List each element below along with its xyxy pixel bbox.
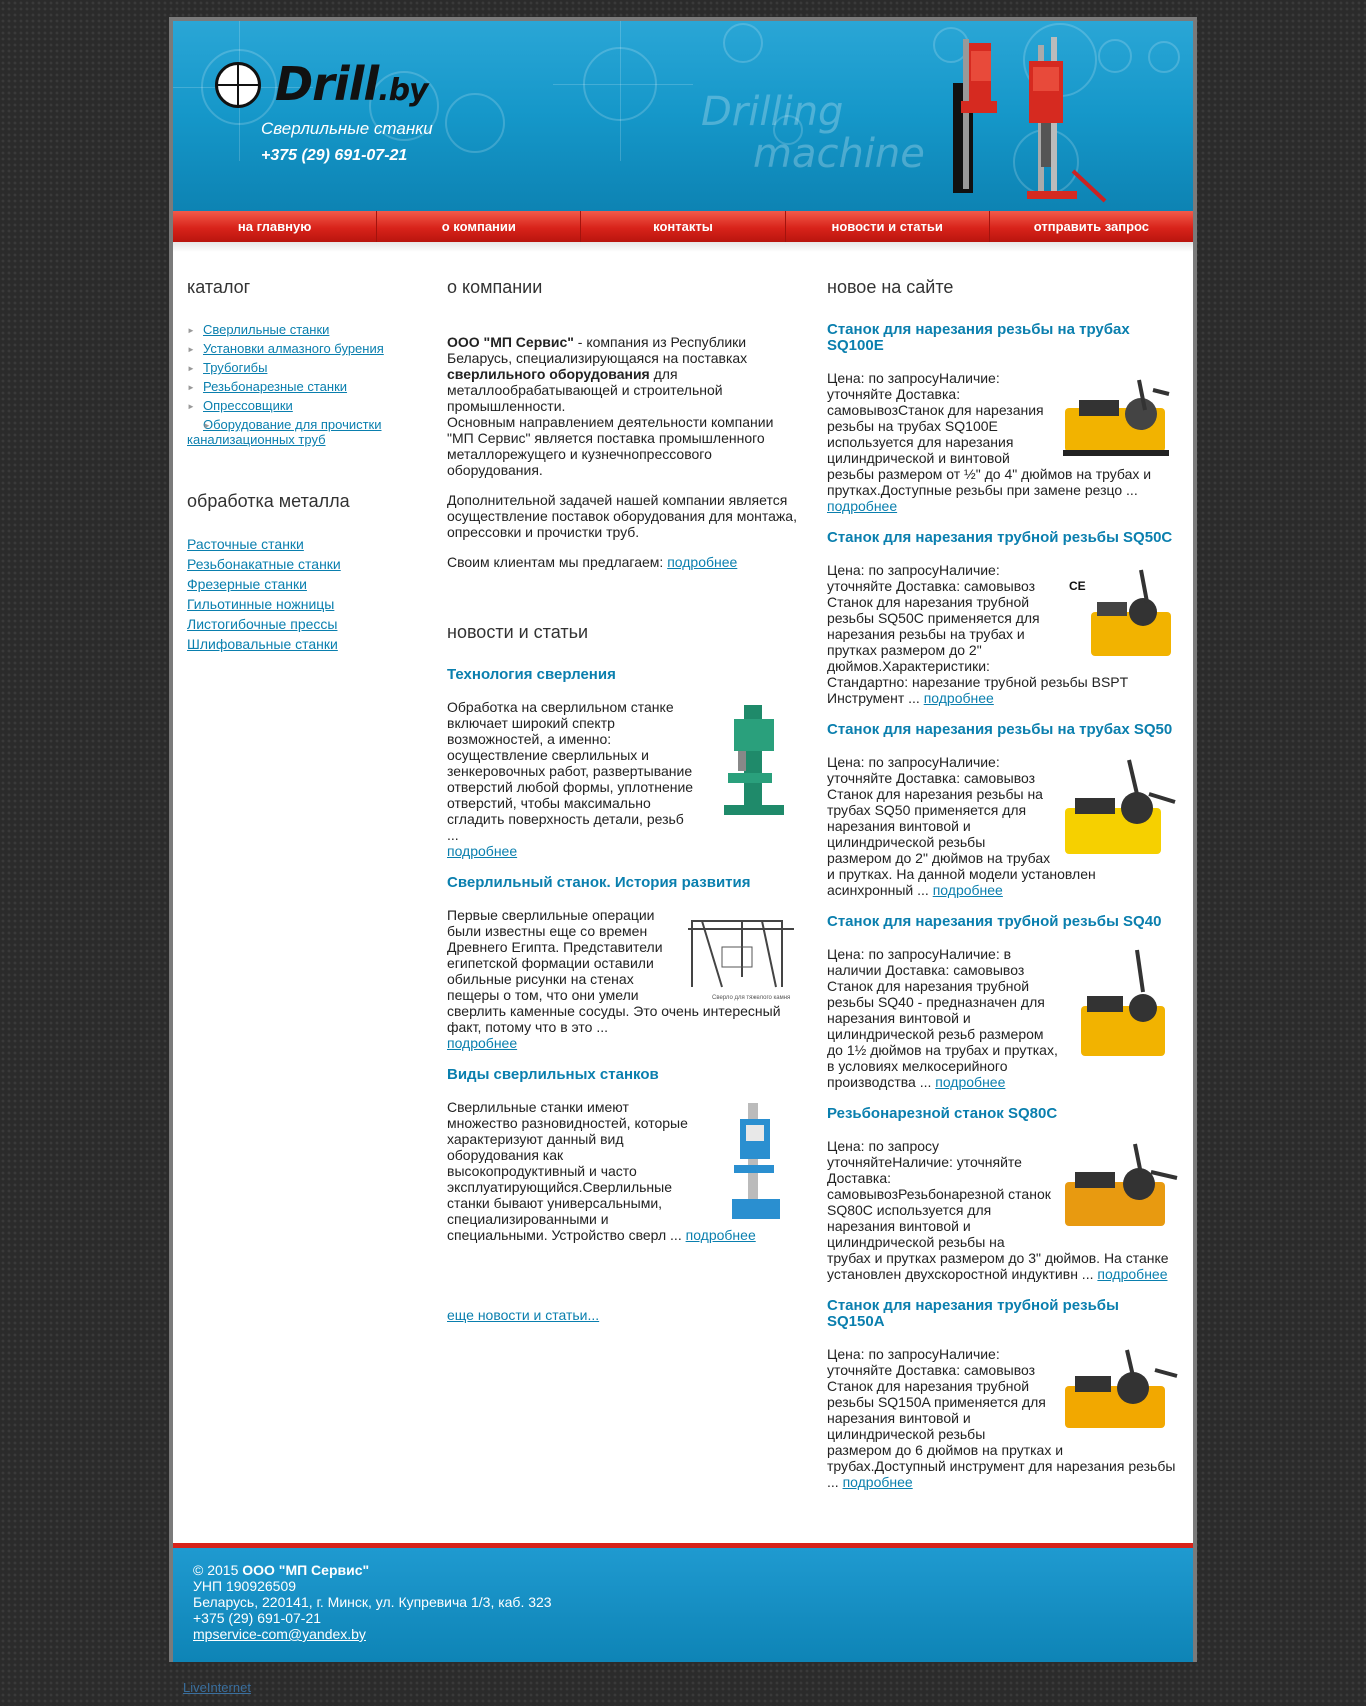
footer-unp: УНП 190926509 [193, 1578, 297, 1594]
metal-list [187, 536, 422, 652]
site-logo[interactable]: Drill.by [275, 57, 428, 111]
product-title[interactable]: Станок для нарезания трубной резьбы SQ40 [827, 914, 1162, 930]
product-more-link[interactable]: подробнее [842, 1474, 913, 1490]
nav-news[interactable]: новости и статьи [786, 211, 990, 242]
list-item [187, 341, 422, 356]
metal-link[interactable]: Гильотинные ножницы [187, 596, 335, 612]
liveinternet-counter[interactable]: LiveInternet [183, 1680, 251, 1695]
catalog-list [187, 322, 422, 447]
nav-home[interactable]: на главную [173, 211, 377, 242]
news-item: Сверлильный станок. История развития Сверло для тяжелого камня Первые сверлильные операции были известны еще со времен Древнего Египта. Представители египетской формации оставили обильные рисунки на стенах пещеры о том, что они умели сверлить каменные сосуды. Это очень интересный факт, потому что в это ... подробнее [447, 875, 800, 1051]
catalog-link[interactable]: Сверлильные станки [203, 322, 330, 337]
column-drill-image [704, 1099, 800, 1223]
nav-about[interactable]: о компании [377, 211, 581, 242]
list-item [187, 636, 422, 652]
news-more-link[interactable]: подробнее [447, 1035, 518, 1051]
product-more-link[interactable]: подробнее [1097, 1266, 1168, 1282]
svg-text:Сверло для тяжелого камня: Сверло для тяжелого камня [712, 995, 791, 1001]
news-item-title[interactable]: Виды сверлильных станков [447, 1067, 659, 1083]
product-more-link[interactable]: подробнее [827, 498, 898, 514]
list-item [187, 398, 422, 413]
svg-text:CE: CE [1069, 579, 1086, 593]
news-title: новости и статьи [447, 622, 589, 642]
metal-link[interactable]: Шлифовальные станки [187, 636, 338, 652]
list-item [187, 556, 422, 572]
product-item: Станок для нарезания резьбы на трубах SQ50 Цена: по запросуНаличие: уточняйте Доставка: самовывоз Станок для нарезания резьбы на трубах SQ50 применяется для нарезания винтовой и цилиндрической резьбы размером до 2" дюймов на трубах и прутках. На данной модели установлен асинхронный ... подробнее [827, 722, 1179, 898]
product-title[interactable]: Станок для нарезания трубной резьбы SQ50C [827, 530, 1173, 546]
logo-crosshair-icon[interactable] [215, 62, 261, 108]
product-more-link[interactable]: подробнее [923, 690, 994, 706]
watermark-text: Drilling [701, 89, 844, 135]
product-item: Станок для нарезания трубной резьбы SQ50C CE Цена: по запросуНаличие: уточняйте Доставка: самовывоз Станок для нарезания трубной резьбы SQ50C применяется для нарезания резьбы на трубах и прутках размером до 2" дюймов.Характеристики: Стандартно: нарезание трубной резьбы BSPT Инструмент ... подробнее [827, 530, 1179, 706]
news-more-link[interactable]: подробнее [685, 1227, 756, 1243]
news-more-link[interactable]: подробнее [447, 843, 518, 859]
site-footer [173, 1543, 1193, 1662]
about-text: ООО "МП Сервис" - компания из Республики Беларусь, специализирующаяся на поставках сверлильного оборудования для металлообрабатывающей и строительной промышленности. Основным направлением деятельности компании "МП Сервис" является поставка промышленного металлорежущего и кузнечнопрессового оборудования. Дополнительной задачей нашей компании является осуществление поставок оборудования для монтажа, опрессовки и прочистки труб. Своим клиентам мы предлагаем: подробнее [447, 334, 797, 570]
news-item-title[interactable]: Технология сверления [447, 667, 616, 683]
footer-address: Беларусь, 220141, г. Минск, ул. Купревича 1/3, каб. 323 [193, 1594, 552, 1610]
product-title[interactable]: Резьбонарезной станок SQ80C [827, 1106, 1058, 1122]
page-container [169, 17, 1197, 1662]
ancient-drill-sketch-image [682, 907, 800, 1003]
watermark-text: machine [753, 131, 925, 177]
product-more-link[interactable]: подробнее [932, 882, 1003, 898]
about-more-link[interactable]: подробнее [667, 554, 738, 570]
right-column [827, 277, 1179, 1506]
product-title[interactable]: Станок для нарезания резьбы на трубах SQ50 [827, 722, 1173, 738]
news-item-title[interactable]: Сверлильный станок. История развития [447, 875, 751, 891]
footer-phone: +375 (29) 691-07-21 [193, 1610, 322, 1626]
list-item [187, 536, 422, 552]
decor-ring [723, 23, 763, 63]
pipe-threader-image [1059, 1138, 1179, 1238]
pipe-threader-image [1059, 1346, 1179, 1438]
catalog-link[interactable]: Установки алмазного бурения [203, 341, 384, 356]
news-item: Технология сверления Обработка на сверлильном станке включает широкий спектр возможностей, а именно: осуществление сверлильных и зенкеровочных работ, развертывание отверстий любой формы, уплотнение отверстий, чтобы максимально сгладить поверхность детали, резьб ... подробнее [447, 667, 800, 859]
product-title[interactable]: Станок для нарезания резьбы на трубах SQ100E [827, 322, 1130, 354]
decor-ring [1148, 41, 1180, 73]
left-column [187, 277, 422, 656]
product-item: Станок для нарезания резьбы на трубах SQ100E Цена: по запросуНаличие: уточняйте Доставка: самовывозСтанок для нарезания резьбы на трубах SQ100E используется для нарезания цилиндрической и винтовой резьбы размером от ½" до 4" дюймов на трубах и прутках.Доступные резьбы при замене резцо ... подробнее [827, 322, 1179, 514]
list-item [187, 379, 422, 394]
main-nav [173, 211, 1193, 242]
pipe-threader-image [1067, 946, 1179, 1066]
list-item [187, 616, 422, 632]
drill-press-image [704, 699, 800, 819]
metal-link[interactable]: Листогибочные прессы [187, 616, 338, 632]
product-item: Резьбонарезной станок SQ80C Цена: по запросу уточняйтеНаличие: уточняйте Доставка: самовывозРезьбонарезной станок SQ80C используется для нарезания винтовой и цилиндрической резьбы на трубах и прутках размером до 3" дюймов. На станке установлен двухскоростной индуктивн ... подробнее [827, 1106, 1179, 1282]
product-title[interactable]: Станок для нарезания трубной резьбы SQ150A [827, 1298, 1119, 1330]
list-item [187, 576, 422, 592]
list-item [187, 322, 422, 337]
metal-title: обработка металла [187, 491, 350, 511]
site-tagline: Сверлильные станки [261, 119, 433, 138]
about-title: о компании [447, 277, 543, 297]
drilling-machine-image [943, 31, 1113, 206]
product-item: Станок для нарезания трубной резьбы SQ40 Цена: по запросуНаличие: в наличии Доставка: самовывоз Станок для нарезания трубной резьбы SQ40 - предназначен для нарезания винтовой и цилиндрической резьб размером до 1½ дюймов на трубах и прутках, в условиях мелкосерийного производства ... подробнее [827, 914, 1179, 1090]
catalog-link[interactable]: Опрессовщики [203, 398, 293, 413]
site-header [173, 21, 1193, 211]
pipe-threader-image [1059, 754, 1179, 866]
pipe-threader-image [1067, 562, 1179, 666]
footer-copyright: © 2015 ООО "МП Сервис" [193, 1562, 370, 1578]
footer-email-link[interactable]: mpservice-com@yandex.by [193, 1626, 366, 1642]
catalog-title: каталог [187, 277, 251, 297]
catalog-link[interactable]: Резьбонарезные станки [203, 379, 348, 394]
list-item [187, 417, 422, 447]
metal-link[interactable]: Резьбонакатные станки [187, 556, 341, 572]
list-item [187, 360, 422, 375]
pipe-threader-image [1059, 370, 1179, 462]
catalog-link[interactable]: Трубогибы [203, 360, 268, 375]
nav-send-request[interactable]: отправить запрос [1033, 219, 1150, 234]
news-item: Виды сверлильных станков Сверлильные станки имеют множество разновидностей, которые характеризуют данный вид оборудования как высокопродуктивный и часто эксплуатирующийся.Сверлильные станки бывают универсальными, специализированными и специальными. Устройство сверл ... подробнее [447, 1067, 800, 1243]
metal-link[interactable]: Расточные станки [187, 536, 304, 552]
middle-column [447, 277, 800, 1323]
header-phone: +375 (29) 691-07-21 [261, 147, 408, 164]
more-news-link[interactable]: еще новости и статьи... [447, 1307, 600, 1323]
product-item: Станок для нарезания трубной резьбы SQ150A Цена: по запросуНаличие: уточняйте Доставка: самовывоз Станок для нарезания трубной резьбы SQ150A применяется для нарезания винтовой и цилиндрической резьбы размером до 6 дюймов на прутках и трубах.Доступный инструмент для нарезания резьбы ... подробнее [827, 1298, 1179, 1490]
nav-contacts[interactable]: контакты [581, 211, 785, 242]
catalog-link[interactable]: Оборудование для прочистки канализационных труб [187, 417, 382, 447]
decor-ring [445, 93, 505, 153]
list-item [187, 596, 422, 612]
new-on-site-title: новое на сайте [827, 277, 954, 297]
metal-link[interactable]: Фрезерные станки [187, 576, 307, 592]
product-more-link[interactable]: подробнее [935, 1074, 1006, 1090]
